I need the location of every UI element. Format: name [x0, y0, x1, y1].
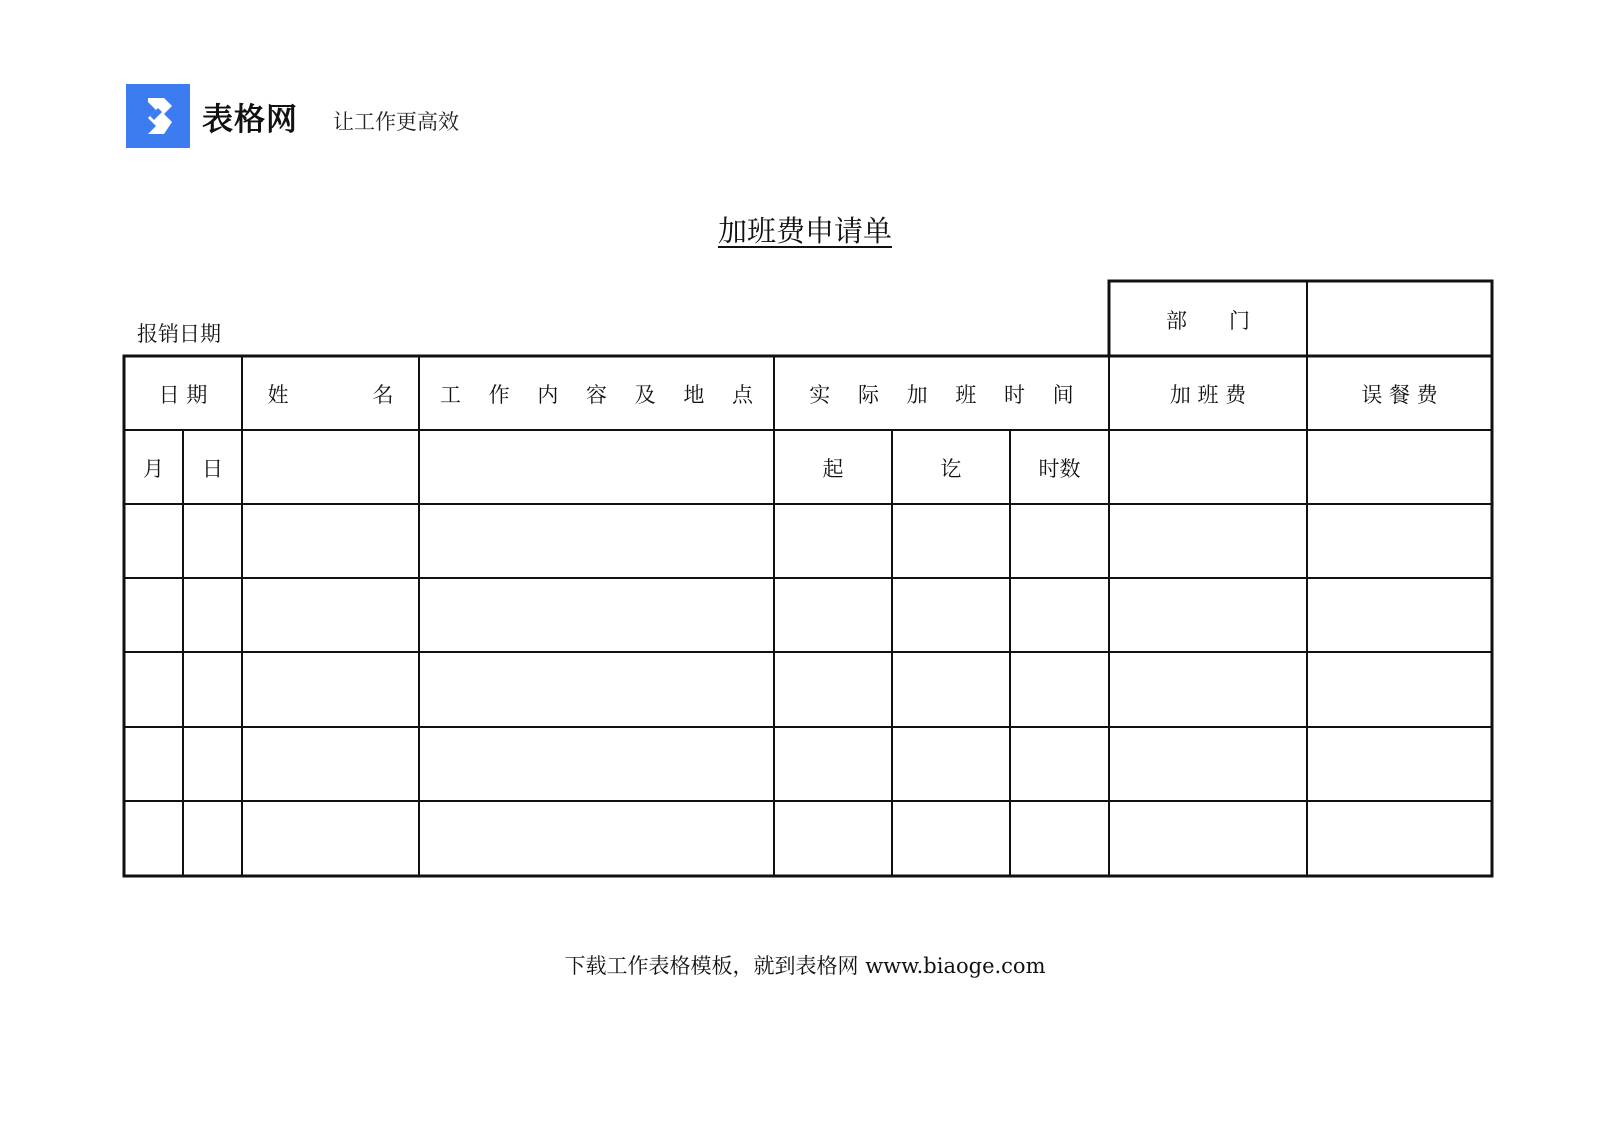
- cell-hours[interactable]: [1012, 803, 1107, 873]
- cell-start[interactable]: [776, 580, 890, 650]
- cell-meal-allowance[interactable]: [1309, 654, 1490, 724]
- cell-work-content[interactable]: [421, 729, 772, 799]
- cell-overtime-pay[interactable]: [1111, 506, 1305, 576]
- brand-name: 表格网: [202, 102, 298, 138]
- cell-end[interactable]: [894, 729, 1008, 799]
- header-overtime-pay: 加 班 费: [1169, 383, 1247, 407]
- cell-month[interactable]: [126, 654, 181, 724]
- cell-overtime-pay[interactable]: [1111, 803, 1305, 873]
- cell-end[interactable]: [894, 506, 1008, 576]
- cell-hours[interactable]: [1012, 506, 1107, 576]
- cell-meal-allowance[interactable]: [1309, 729, 1490, 799]
- header-meal-allowance: 误 餐 费: [1361, 383, 1438, 407]
- cell-start[interactable]: [776, 729, 890, 799]
- cell-hours[interactable]: [1012, 729, 1107, 799]
- cell-day[interactable]: [185, 580, 240, 650]
- subheader-end: 讫: [940, 457, 962, 481]
- reimbursement-date-label: 报销日期: [137, 322, 221, 346]
- header-actual-time: 实 际 加 班 时 间: [809, 383, 1074, 407]
- cell-name[interactable]: [244, 654, 417, 724]
- header-date: 日 期: [158, 383, 208, 407]
- cell-work-content[interactable]: [421, 803, 772, 873]
- cell-meal-allowance[interactable]: [1309, 506, 1490, 576]
- cell-name[interactable]: [244, 729, 417, 799]
- cell-hours[interactable]: [1012, 580, 1107, 650]
- cell-overtime-pay[interactable]: [1111, 729, 1305, 799]
- cell-end[interactable]: [894, 654, 1008, 724]
- cell-day[interactable]: [185, 803, 240, 873]
- cell-month[interactable]: [126, 803, 181, 873]
- subheader-day: 日: [202, 457, 223, 481]
- department-label: 部 门: [1166, 309, 1250, 333]
- cell-day[interactable]: [185, 506, 240, 576]
- subheader-month: 月: [143, 457, 164, 481]
- cell-meal-allowance[interactable]: [1309, 803, 1490, 873]
- cell-day[interactable]: [185, 729, 240, 799]
- cell-work-content[interactable]: [421, 580, 772, 650]
- cell-name[interactable]: [244, 506, 417, 576]
- cell-name[interactable]: [244, 580, 417, 650]
- cell-month[interactable]: [126, 506, 181, 576]
- cell-work-content[interactable]: [421, 506, 772, 576]
- cell-hours[interactable]: [1012, 654, 1107, 724]
- cell-start[interactable]: [776, 803, 890, 873]
- department-value[interactable]: [1307, 305, 1492, 333]
- cell-start[interactable]: [776, 506, 890, 576]
- page-title: 加班费申请单: [717, 214, 892, 248]
- cell-name[interactable]: [244, 803, 417, 873]
- subheader-hours: 时数: [1038, 457, 1081, 481]
- cell-start[interactable]: [776, 654, 890, 724]
- cell-end[interactable]: [894, 580, 1008, 650]
- subheader-start: 起: [822, 457, 844, 481]
- header-name: 姓 名: [267, 383, 394, 407]
- cell-end[interactable]: [894, 803, 1008, 873]
- cell-month[interactable]: [126, 580, 181, 650]
- cell-overtime-pay[interactable]: [1111, 654, 1305, 724]
- cell-month[interactable]: [126, 729, 181, 799]
- header-work-content: 工 作 内 容 及 地 点: [439, 383, 754, 407]
- cell-overtime-pay[interactable]: [1111, 580, 1305, 650]
- brand-slogan: 让工作更高效: [333, 110, 459, 134]
- cell-work-content[interactable]: [421, 654, 772, 724]
- cell-day[interactable]: [185, 654, 240, 724]
- footer-text: 下载工作表格模板，就到表格网 www.biaoge.com: [564, 954, 1046, 978]
- cell-meal-allowance[interactable]: [1309, 580, 1490, 650]
